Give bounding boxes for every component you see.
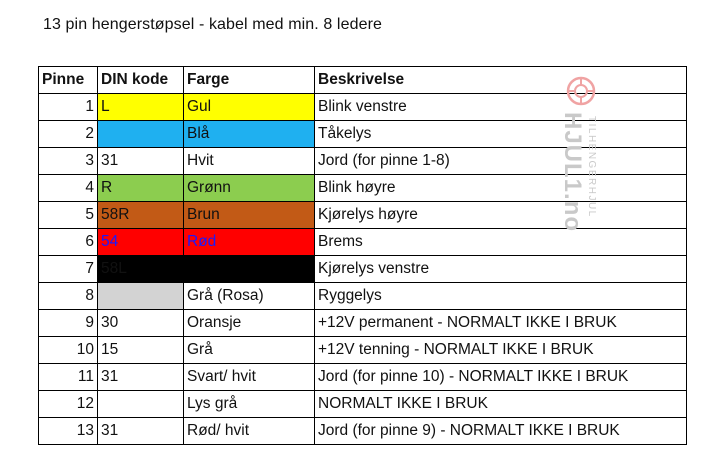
table-row <box>39 283 687 310</box>
din-code: 15 <box>98 337 184 364</box>
din-code <box>98 121 184 148</box>
header-beskrivelse: Beskrivelse <box>315 67 687 94</box>
table-row <box>39 148 687 175</box>
wire-color: Oransje <box>184 310 315 337</box>
pin-number: 9 <box>39 310 98 337</box>
wire-color: Svart/ hvit <box>184 364 315 391</box>
table-row <box>39 229 687 256</box>
pin-number: 5 <box>39 202 98 229</box>
wire-color: Rød <box>184 229 315 256</box>
description: Jord (for pinne 9) - NORMALT IKKE I BRUK <box>315 418 687 445</box>
din-code <box>98 283 184 310</box>
din-code: R <box>98 175 184 202</box>
pin-number: 6 <box>39 229 98 256</box>
pin-number: 12 <box>39 391 98 418</box>
table-body <box>39 94 687 445</box>
table-header-row <box>39 67 687 94</box>
table-row <box>39 310 687 337</box>
table-row <box>39 418 687 445</box>
table-row <box>39 175 687 202</box>
din-code: 31 <box>98 364 184 391</box>
wire-color: Hvit <box>184 148 315 175</box>
wire-color: Blå <box>184 121 315 148</box>
description: Blink venstre <box>315 94 687 121</box>
pin-number: 2 <box>39 121 98 148</box>
watermark-brand: HJUL1.no <box>559 112 586 233</box>
description: Jord (for pinne 1-8) <box>315 148 687 175</box>
din-code: 30 <box>98 310 184 337</box>
description: Blink høyre <box>315 175 687 202</box>
pin-number: 13 <box>39 418 98 445</box>
watermark-subtitle: TILHENGERHJUL <box>586 116 597 218</box>
description: Brems <box>315 229 687 256</box>
description: Jord (for pinne 10) - NORMALT IKKE I BRUK <box>315 364 687 391</box>
description: +12V tenning - NORMALT IKKE I BRUK <box>315 337 687 364</box>
pin-number: 11 <box>39 364 98 391</box>
pin-number: 10 <box>39 337 98 364</box>
page-title: 13 pin hengerstøpsel - kabel med min. 8 ledere <box>43 16 383 33</box>
header-pinne: Pinne <box>39 67 98 94</box>
description: NORMALT IKKE I BRUK <box>315 391 687 418</box>
din-code: L <box>98 94 184 121</box>
table-row <box>39 337 687 364</box>
table-row <box>39 391 687 418</box>
wire-color: Grå (Rosa) <box>184 283 315 310</box>
wire-color: Grå <box>184 337 315 364</box>
pin-table <box>38 66 687 445</box>
description: +12V permanent - NORMALT IKKE I BRUK <box>315 310 687 337</box>
header-din-kode: DIN kode <box>98 67 184 94</box>
din-code: 54 <box>98 229 184 256</box>
wire-color: Rød/ hvit <box>184 418 315 445</box>
din-code: 58R <box>98 202 184 229</box>
description: Ryggelys <box>315 283 687 310</box>
pin-number: 7 <box>39 256 98 283</box>
pin-number: 8 <box>39 283 98 310</box>
din-code: 58L <box>98 256 184 283</box>
description: Kjørelys høyre <box>315 202 687 229</box>
wire-color: Grønn <box>184 175 315 202</box>
din-code: 31 <box>98 148 184 175</box>
table-row <box>39 202 687 229</box>
din-code: 31 <box>98 418 184 445</box>
wire-color: Lys grå <box>184 391 315 418</box>
header-farge: Farge <box>184 67 315 94</box>
description: Tåkelys <box>315 121 687 148</box>
table-row <box>39 364 687 391</box>
pin-number: 4 <box>39 175 98 202</box>
pin-number: 3 <box>39 148 98 175</box>
table-row <box>39 121 687 148</box>
wire-color <box>184 256 315 283</box>
description: Kjørelys venstre <box>315 256 687 283</box>
wire-color: Brun <box>184 202 315 229</box>
din-code <box>98 391 184 418</box>
table-row <box>39 256 687 283</box>
table-row <box>39 94 687 121</box>
pin-number: 1 <box>39 94 98 121</box>
wire-color: Gul <box>184 94 315 121</box>
